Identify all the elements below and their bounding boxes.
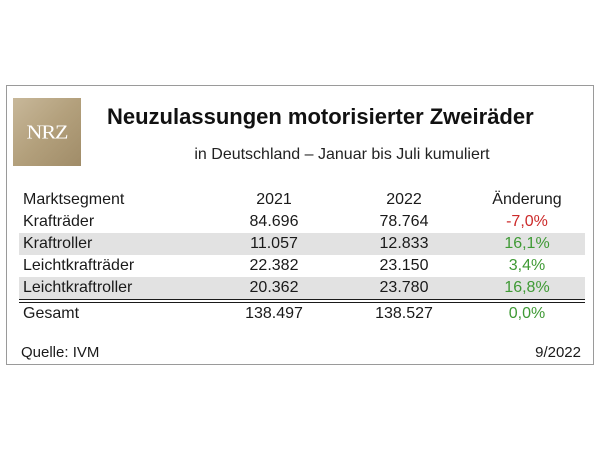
change-cell: 16,1% [504,235,550,252]
nrz-logo [13,98,81,166]
header-2022: 2022 [386,191,422,208]
segment-cell: Leichtkrafträder [23,257,135,274]
total-label-cell: Gesamt [23,305,80,322]
table-row [19,211,585,233]
header-2021: 2021 [256,191,292,208]
header-segment: Marktsegment [23,191,125,208]
segment-cell: Krafträder [23,213,95,230]
chart-subtitle: in Deutschland – Januar bis Juli kumuliert [194,146,490,163]
table-row [19,233,585,255]
registrations-table [19,189,585,325]
table-row [19,277,585,299]
header-change: Änderung [492,191,562,208]
value-2021-cell: 20.362 [249,279,299,296]
table-header-row [19,189,585,211]
source-note: Quelle: IVM [21,344,100,361]
value-2022-cell: 12.833 [379,235,429,252]
logo-text: NRZ [26,120,68,143]
segment-cell: Leichtkraftroller [23,279,133,296]
total-change-cell: 0,0% [508,305,546,322]
value-2022-cell: 23.150 [379,257,429,274]
change-cell: 3,4% [508,257,546,274]
value-2022-cell: 23.780 [379,279,429,296]
date-note: 9/2022 [535,344,581,361]
value-2021-cell: 84.696 [249,213,299,230]
table-row [19,255,585,277]
value-2022-cell: 78.764 [379,213,429,230]
table-total-row [19,303,585,325]
chart-title: Neuzulassungen motorisierter Zweiräder [107,104,534,129]
total-2021-cell: 138.497 [245,305,303,322]
change-cell: -7,0% [506,213,548,230]
value-2021-cell: 22.382 [249,257,299,274]
value-2021-cell: 11.057 [250,235,298,252]
segment-cell: Kraftroller [23,235,93,252]
infographic-card [6,85,594,365]
change-cell: 16,8% [504,279,550,296]
total-2022-cell: 138.527 [375,305,433,322]
